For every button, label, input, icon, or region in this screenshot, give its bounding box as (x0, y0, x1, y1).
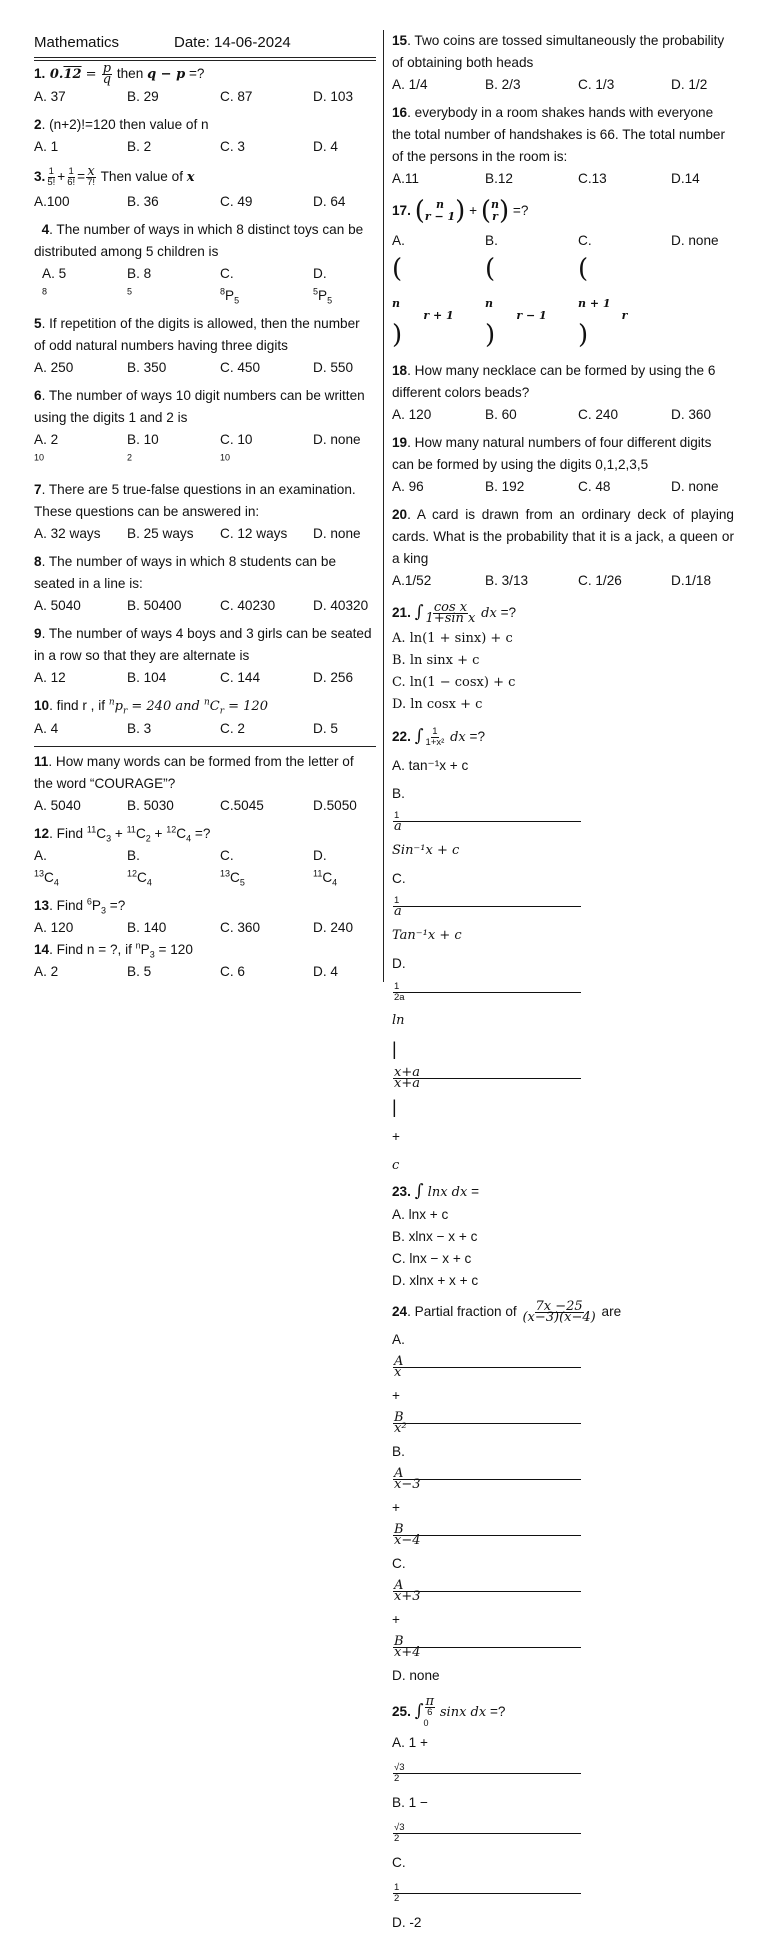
option-a[interactable]: $A.\frac{A}{x}+\frac{B}{\text{x²}}$ (392, 1326, 578, 1438)
question-13: 13. Find $^6P_3$ =? A. 120 B. 140 C. 360 D. 240 (34, 895, 376, 939)
subject-title: Mathematics (34, 34, 120, 51)
option-d[interactable]: $D.\frac{1}{2a}\ln|\frac{x+a}{x+a}| + c$ (392, 950, 578, 1180)
option-d[interactable]: D.5050 (313, 798, 357, 813)
option-b[interactable]: B. 2 (127, 139, 152, 154)
option-d[interactable]: D. none (671, 233, 719, 248)
option-d[interactable]: D. 550 (313, 360, 354, 375)
option-c[interactable]: C. 144 (220, 670, 261, 685)
option-c[interactable]: C. 2 (220, 721, 245, 736)
options (34, 718, 376, 740)
right-column (392, 30, 734, 1938)
option-a[interactable]: A. 2 (34, 964, 59, 979)
option-c[interactable]: C. 40230 (220, 598, 276, 613)
options (34, 595, 376, 617)
option-a[interactable]: A. 120 (34, 920, 74, 935)
option-a[interactable]: A. 32 ways (34, 526, 101, 541)
options (392, 168, 734, 190)
option-b[interactable]: B. 104 (127, 670, 167, 685)
option-b[interactable]: B.( n r − 1 ) (485, 233, 547, 350)
option-a[interactable]: A. $2^{10}$ (34, 432, 59, 463)
question-11: 11. How many words can be formed from the letter of the word “COURAGE”? A. 5040 B. 5030 C.5045 D.5050 (34, 751, 376, 817)
option-d[interactable]: D. none (313, 526, 361, 541)
options (34, 191, 376, 213)
option-c[interactable]: C. 12 ways (220, 526, 288, 541)
option-b[interactable]: B. 5030 (127, 798, 174, 813)
question-16: 16. everybody in a room shakes hands with everyone the total number of handshakes is 66. The total number of the persons in the room is: A.11 B.12 C.13 D.14 (392, 102, 734, 190)
option-b[interactable]: B.12 (485, 171, 513, 186)
option-b[interactable]: B. 25 ways (127, 526, 194, 541)
option-d[interactable]: D. 240 (313, 920, 354, 935)
option-b[interactable]: B. 3/13 (485, 573, 529, 588)
question-23: 23. ∫ lnx dx = A. lnx + c B. xlnx − x + c C. lnx − x + c D. xlnx + x + c (392, 1180, 734, 1292)
options (392, 74, 734, 96)
option-b[interactable]: B. 140 (127, 920, 167, 935)
option-d[interactable]: D. 360 (671, 407, 712, 422)
option-d[interactable]: D. none (392, 1668, 440, 1683)
option-c[interactable]: $C.^8P_5$ (220, 266, 240, 306)
options (392, 570, 734, 592)
question-24: 24. Partial fraction of $\frac{7x -25}{(x-3)(x-4)}$ are $A.\frac{A}{x}+\frac{B}{\text{x²}}$ $B.\frac{A}{x-3}+\frac{B}{x-4}$ $C.\frac{A}{x+3}+\frac{B}{x+4}$ D. none (392, 1298, 734, 1690)
options (34, 136, 376, 158)
question-9: 9. The number of ways 4 boys and 3 girls can be seated in a row so that they are alternate is A. 12 B. 104 C. 144 D. 256 (34, 623, 376, 689)
column-divider (383, 30, 384, 982)
question-12: 12. Find $^{11}C_3 + ^{11}C_2 + ^{12}C_4$ =? $A.^{13}C_4$ $B.^{12}C_4$ $C.^{13}C_5$ $D.^{11}C_4$ (34, 823, 376, 889)
question-3: 3. $\frac{1}{5!}$ + $\frac{1}{6!}$ = $\frac{x}{7!}$ Then value of x A.100 B. 36 C. 49 D. 64 (34, 164, 376, 213)
option-c[interactable]: C. 48 (578, 479, 611, 494)
option-d[interactable]: D. 4 (313, 139, 338, 154)
header-rule (34, 57, 376, 58)
options (34, 961, 376, 983)
option-a[interactable]: A. 120 (392, 407, 432, 422)
page-header (34, 30, 376, 54)
option-b[interactable]: B. 350 (127, 360, 167, 375)
option-a[interactable]: A.( n r + 1 ) (392, 233, 454, 350)
option-a[interactable]: A. 5040 (34, 598, 81, 613)
option-d[interactable]: D.14 (671, 171, 700, 186)
options (34, 357, 376, 379)
option-b[interactable]: B. ln sinx + c (392, 653, 480, 668)
question-14: 14. Find n = ?, if $^nP_3 = 120$ A. 2 B. 5 C. 6 D. 4 (34, 939, 376, 983)
option-b[interactable]: B. $10^2$ (127, 432, 159, 463)
options (392, 1728, 734, 1938)
option-c[interactable]: C.13 (578, 171, 607, 186)
options (34, 667, 376, 689)
options (392, 404, 734, 426)
question-4: 4. The number of ways in which 8 distinct toys can be distributed among 5 children is A. $5^8$ B. $8^5$ $C.^8P_5$ $D.^5P_5$ (34, 219, 376, 307)
options (392, 226, 734, 354)
option-c[interactable]: C. $\frac{1}{2}$ (392, 1848, 578, 1908)
question-2: 2. (n+2)!=120 then value of n A. 1 B. 2 C. 3 D. 4 (34, 114, 376, 158)
option-c[interactable]: C. 6 (220, 964, 245, 979)
options (34, 263, 376, 307)
options (34, 86, 376, 108)
options (34, 523, 376, 545)
option-c[interactable]: C. 1/26 (578, 573, 622, 588)
option-b[interactable]: B. 2/3 (485, 77, 521, 92)
option-d[interactable]: D. ln cosx + c (392, 697, 483, 712)
exam-date: Date: 14-06-2024 (174, 34, 291, 51)
option-b[interactable]: B. 192 (485, 479, 525, 494)
question-25: 25. ∫ $\frac{\pi}{6}$ 0 sinx dx =? A. $1 + \frac{√3}{2}$ B. $1 - \frac{√3}{2}$ C. $\frac{1}{2}$ D. -2 (392, 1696, 734, 1938)
option-c[interactable]: C. 3 (220, 139, 245, 154)
option-d[interactable]: D. none (671, 479, 719, 494)
option-a[interactable]: $A.^{13}C_4$ (34, 848, 59, 888)
option-a[interactable]: A. 96 (392, 479, 424, 494)
question-10: 10. find r , if $^np_r = 240$ and $^nC_r = 120$ A. 4 B. 3 C. 2 D. 5 (34, 695, 376, 740)
header-rule-2 (34, 60, 376, 61)
question-15: 15. Two coins are tossed simultaneously the probability of obtaining both heads A. 1/4 B. 2/3 C. 1/3 D. 1/2 (392, 30, 734, 96)
option-d[interactable]: D. 64 (313, 194, 346, 209)
question-22: 22. ∫ $\frac{1}{\text{1+x²}}$ dx =? A. tan⁻¹x + c $B.\frac{1}{a}Sin^{-1}x + c$ $C.\frac{1}{a}Tan^{-1}x + c$ $D.\frac{1}{2a}\ln|\frac{x+a}{x+a}| + c$ (392, 722, 734, 1180)
option-b[interactable]: $B.\frac{1}{a}Sin^{-1}x + c$ (392, 780, 578, 865)
option-a[interactable]: A. 37 (34, 89, 66, 104)
question-20: 20. A card is drawn from an ordinary deck of playing cards. What is the probability that it is a jack, a queen or a king A.1/52 B. 3/13 C. 1/26 D.1/18 (392, 504, 734, 592)
option-c[interactable]: C. lnx − x + c (392, 1251, 472, 1266)
option-d[interactable]: $D.^{11}C_4$ (313, 848, 338, 888)
question-19: 19. How many natural numbers of four different digits can be formed by using the digits 0,1,2,3,5 A. 96 B. 192 C. 48 D. none (392, 432, 734, 498)
option-a[interactable]: A.1/52 (392, 573, 432, 588)
option-d[interactable]: D. 256 (313, 670, 354, 685)
question-8: 8. The number of ways in which 8 students can be seated in a line is: A. 5040 B. 50400 C. 40230 D. 40320 (34, 551, 376, 617)
option-b[interactable]: B. $8^5$ (127, 266, 152, 297)
option-b[interactable]: B. 29 (127, 89, 159, 104)
option-a[interactable]: A. 4 (34, 721, 59, 736)
question-17: 17. ( n r − 1 ) + ( n r ) =? A.( n r + 1 ) B.( n r − 1 ) C. ( n + 1 r ) D. none (392, 196, 734, 354)
question-21: 21. ∫ $\frac{\text{cos x}}{\text{1+sin x}}$ dx =? A. ln(1 + sinx) + c B. ln sinx + c C. ln(1 − cosx) + c D. ln cosx + c (392, 598, 734, 716)
option-a[interactable]: A. $1 + \frac{√3}{2}$ (392, 1728, 578, 1788)
options (392, 628, 734, 716)
option-d[interactable]: D. 103 (313, 89, 354, 104)
option-d[interactable]: D.1/18 (671, 573, 712, 588)
option-d[interactable]: D. 40320 (313, 598, 369, 613)
option-a[interactable]: A. 5040 (34, 798, 81, 813)
option-c[interactable]: $C.\frac{1}{a}Tan^{-1}x + c$ (392, 865, 578, 950)
option-a[interactable]: A. 250 (34, 360, 74, 375)
option-c[interactable]: $C.\frac{A}{x+3}+\frac{B}{x+4}$ (392, 1550, 578, 1662)
option-c[interactable]: C. $10^{10}$ (220, 432, 253, 463)
option-c[interactable]: C.5045 (220, 798, 264, 813)
option-b[interactable]: B. xlnx − x + c (392, 1229, 478, 1244)
option-c[interactable]: C. 360 (220, 920, 261, 935)
option-d[interactable]: D. 1/2 (671, 77, 708, 92)
option-d[interactable]: D. 5 (313, 721, 338, 736)
option-b[interactable]: B. 50400 (127, 598, 182, 613)
option-c[interactable]: C. 450 (220, 360, 261, 375)
option-d[interactable]: D. none (313, 432, 361, 447)
option-c[interactable]: C. ( n + 1 r ) (578, 233, 628, 350)
question-6: 6. The number of ways 10 digit numbers can be written using the digits 1 and 2 is A. $2^{10}$ B. $10^2$ C. $10^{10}$ D. none (34, 385, 376, 473)
option-d[interactable]: D. -2 (392, 1915, 422, 1930)
option-a[interactable]: A. tan⁻¹x + c (392, 758, 469, 773)
question-5: 5. If repetition of the digits is allowed, then the number of odd natural numbers having three digits A. 250 B. 350 C. 450 D. 550 (34, 313, 376, 379)
options (392, 752, 734, 1180)
option-b[interactable]: B. 36 (127, 194, 159, 209)
option-c[interactable]: C. 49 (220, 194, 253, 209)
option-b[interactable]: B. 60 (485, 407, 517, 422)
options (34, 917, 376, 939)
question-18: 18. How many necklace can be formed by using the 6 different colors beads? A. 120 B. 60 C. 240 D. 360 (392, 360, 734, 426)
question-1: 1. 0.12 = $\frac{p}{q}$ then q − p =? A. 37 B. 29 C. 87 D. 103 (34, 63, 376, 108)
option-c[interactable]: C. 240 (578, 407, 619, 422)
options (392, 1204, 734, 1292)
left-column (34, 30, 376, 983)
option-a[interactable]: A.11 (392, 171, 419, 186)
option-a[interactable]: A. 1/4 (392, 77, 428, 92)
option-c[interactable]: C. ln(1 − cosx) + c (392, 675, 516, 690)
option-b[interactable]: $B.^{12}C_4$ (127, 848, 152, 888)
option-a[interactable]: A. $5^8$ (42, 266, 67, 297)
options (34, 795, 376, 817)
options (34, 429, 376, 473)
option-d[interactable]: $D.^5P_5$ (313, 266, 333, 306)
option-c[interactable]: C. 1/3 (578, 77, 615, 92)
option-d[interactable]: D. xlnx + x + c (392, 1273, 479, 1288)
option-b[interactable]: B. 5 (127, 964, 152, 979)
question-7: 7. There are 5 true-false questions in an examination. These questions can be answered in: A. 32 ways B. 25 ways C. 12 ways D. none (34, 479, 376, 545)
option-b[interactable]: B. 3 (127, 721, 152, 736)
option-d[interactable]: D. 4 (313, 964, 338, 979)
option-a[interactable]: A. 1 (34, 139, 59, 154)
option-a[interactable]: A. ln(1 + sinx) + c (392, 631, 513, 646)
option-a[interactable]: A.100 (34, 194, 70, 209)
options (34, 845, 376, 889)
options (392, 1326, 734, 1690)
option-c[interactable]: C. 87 (220, 89, 253, 104)
options (392, 476, 734, 498)
option-b[interactable]: B. $1 - \frac{√3}{2}$ (392, 1788, 578, 1848)
option-b[interactable]: $B.\frac{A}{x-3}+\frac{B}{x-4}$ (392, 1438, 578, 1550)
option-a[interactable]: A. 12 (34, 670, 66, 685)
option-a[interactable]: A. lnx + c (392, 1207, 449, 1222)
option-c[interactable]: $C.^{13}C_5$ (220, 848, 245, 888)
